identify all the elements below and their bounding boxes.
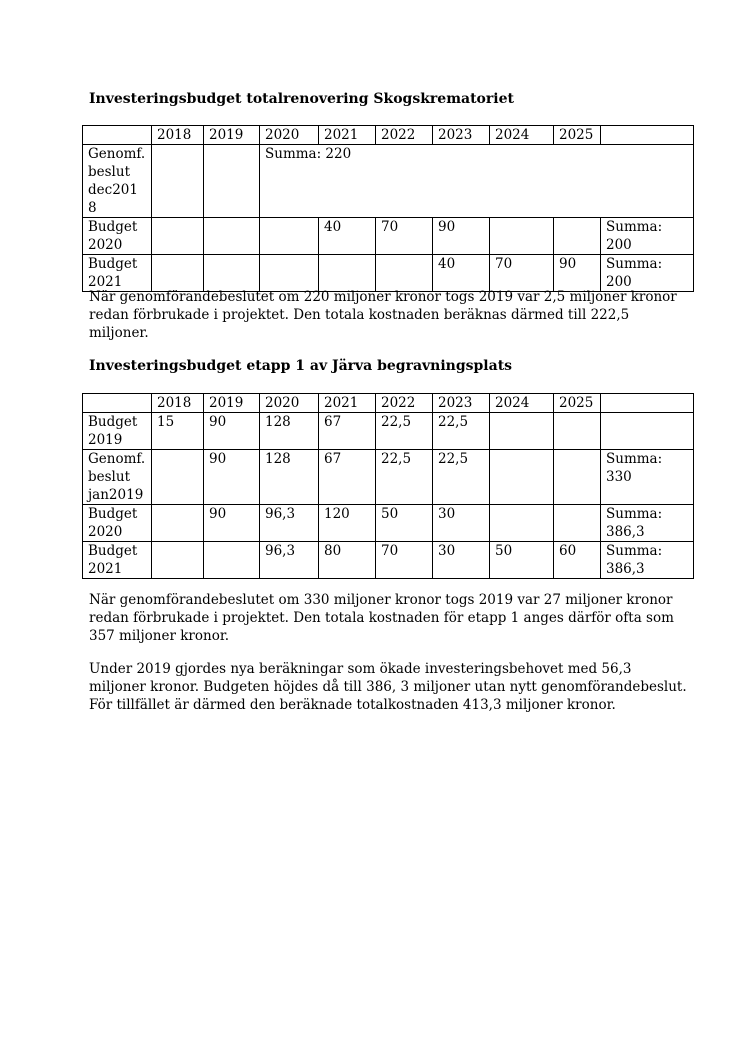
year-header: 2019 [204, 126, 260, 145]
data-cell: 40 [433, 255, 490, 292]
total-cell: Summa: 200 [601, 255, 694, 292]
data-cell: 60 [554, 542, 601, 579]
table-row [83, 255, 694, 292]
year-header: 2024 [490, 126, 554, 145]
data-cell: 15 [152, 413, 204, 450]
data-cell: 90 [204, 450, 260, 505]
year-header: 2023 [433, 394, 490, 413]
data-cell [554, 218, 601, 255]
data-cell: 90 [554, 255, 601, 292]
header-empty-cell [601, 126, 694, 145]
year-header: 2020 [260, 394, 319, 413]
header-empty-cell [601, 394, 694, 413]
row-label: Genomf. beslut dec2018 [83, 145, 152, 218]
year-header: 2022 [376, 394, 433, 413]
table-row [83, 413, 694, 450]
table-row [83, 145, 694, 218]
year-header: 2025 [554, 394, 601, 413]
data-cell: 80 [319, 542, 376, 579]
table-row [83, 542, 694, 579]
data-cell [152, 450, 204, 505]
table-skogskrematoriet [82, 125, 694, 292]
section1-title: Investeringsbudget totalrenovering Skogskrematoriet [89, 91, 514, 107]
data-cell [319, 255, 376, 292]
data-cell [204, 542, 260, 579]
data-cell: 22,5 [433, 450, 490, 505]
data-cell: 22,5 [376, 413, 433, 450]
row-label: Budget 2020 [83, 218, 152, 255]
data-cell: 70 [376, 542, 433, 579]
table-jarva [82, 393, 694, 579]
section2-paragraph-1: När genomförandebeslutet om 330 miljoner kronor togs 2019 var 27 miljoner kronor redan förbrukade i projektet. Den totala kostnaden för etapp 1 anges därför ofta som 357 miljoner kronor. [89, 592, 674, 644]
data-cell [152, 145, 204, 218]
total-cell: Summa: 200 [601, 218, 694, 255]
data-cell [490, 505, 554, 542]
year-header: 2021 [319, 126, 376, 145]
data-cell [554, 413, 601, 450]
data-cell [490, 413, 554, 450]
year-header: 2025 [554, 126, 601, 145]
data-cell: 22,5 [376, 450, 433, 505]
header-empty-cell [83, 394, 152, 413]
data-cell: 67 [319, 413, 376, 450]
row-label: Budget 2019 [83, 413, 152, 450]
table-row [83, 450, 694, 505]
row-label: Genomf. beslut jan2019 [83, 450, 152, 505]
data-cell [260, 255, 319, 292]
row-label: Budget 2020 [83, 505, 152, 542]
section2-title: Investeringsbudget etapp 1 av Järva begravningsplats [89, 358, 513, 374]
year-header: 2018 [152, 394, 204, 413]
data-cell [152, 542, 204, 579]
data-cell: 40 [319, 218, 376, 255]
year-header: 2018 [152, 126, 204, 145]
data-cell [490, 218, 554, 255]
data-cell [204, 145, 260, 218]
data-cell [152, 255, 204, 292]
data-cell [204, 218, 260, 255]
data-cell [260, 218, 319, 255]
data-cell [152, 505, 204, 542]
data-cell: 30 [433, 505, 490, 542]
data-cell: 50 [376, 505, 433, 542]
data-cell: 30 [433, 542, 490, 579]
summa-merged-cell: Summa: 220 [260, 145, 694, 218]
data-cell: 67 [319, 450, 376, 505]
table-row [83, 218, 694, 255]
data-cell: 90 [433, 218, 490, 255]
data-cell: 120 [319, 505, 376, 542]
data-cell [152, 218, 204, 255]
row-label: Budget 2021 [83, 255, 152, 292]
year-header: 2019 [204, 394, 260, 413]
data-cell [490, 450, 554, 505]
year-header: 2021 [319, 394, 376, 413]
total-cell: Summa: 386,3 [601, 542, 694, 579]
data-cell [204, 255, 260, 292]
data-cell: 22,5 [433, 413, 490, 450]
table-header-row [83, 126, 694, 145]
year-header: 2023 [433, 126, 490, 145]
data-cell: 90 [204, 413, 260, 450]
table-row [83, 505, 694, 542]
data-cell: 70 [490, 255, 554, 292]
data-cell [554, 505, 601, 542]
row-label: Budget 2021 [83, 542, 152, 579]
year-header: 2020 [260, 126, 319, 145]
data-cell: 128 [260, 413, 319, 450]
year-header: 2024 [490, 394, 554, 413]
data-cell: 96,3 [260, 505, 319, 542]
total-cell [601, 413, 694, 450]
year-header: 2022 [376, 126, 433, 145]
section1-paragraph: När genomförandebeslutet om 220 miljoner kronor togs 2019 var 2,5 miljoner kronor redan förbrukade i projektet. Den totala kostnaden beräknas därmed till 222,5 miljoner. [89, 289, 677, 341]
data-cell: 50 [490, 542, 554, 579]
data-cell: 90 [204, 505, 260, 542]
data-cell [554, 450, 601, 505]
data-cell: 128 [260, 450, 319, 505]
data-cell: 96,3 [260, 542, 319, 579]
section2-paragraph-2: Under 2019 gjordes nya beräkningar som ökade investeringsbehovet med 56,3 miljoner kronor. Budgeten höjdes då till 386, 3 miljoner utan nytt genomförandebeslut. För tillfället är därmed den beräknade totalkostnaden 413,3 miljoner kronor. [89, 661, 687, 713]
header-empty-cell [83, 126, 152, 145]
data-cell: 70 [376, 218, 433, 255]
data-cell [376, 255, 433, 292]
table-header-row [83, 394, 694, 413]
total-cell: Summa: 330 [601, 450, 694, 505]
total-cell: Summa: 386,3 [601, 505, 694, 542]
